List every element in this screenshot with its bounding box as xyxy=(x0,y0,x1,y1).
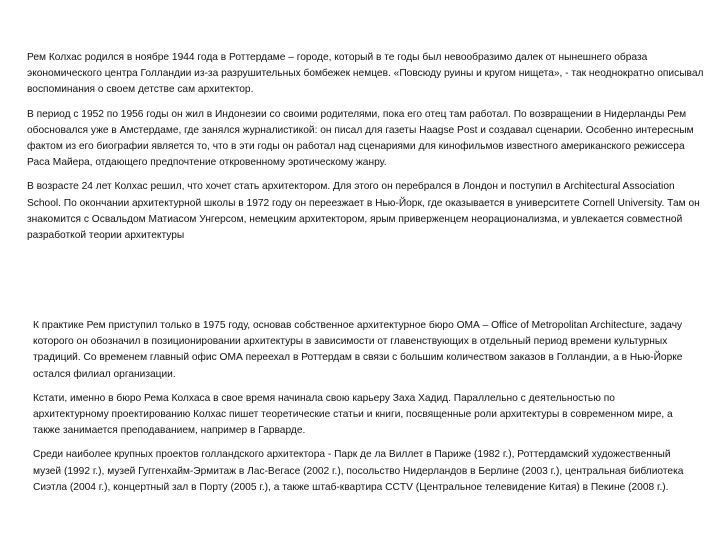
paragraph-projects: Среди наиболее крупных проектов голландского архитектора - Парк де ла Виллет в Париже (1982 г.), Роттердамский художественный музей (1992 г.), музей Гуггенхайм-Эрмитаж в Лас-Вегасе (2002 г.), посольство Нидерландов в Берлине (2003 г.), центральная библиотека Сиэтла (2004 г.), концертный зал в Порту (2005 г.), а также штаб-квартира CCTV (Центральное телевидение Китая) в Пекине (2008 г.). xyxy=(33,449,684,493)
paragraph-education: В возрасте 24 лет Колхас решил, что хочет стать архитектором. Для этого он перебрался в Лондон и поступил в Architectural Association School. По окончании архитектурной школы в 1972 году он переезжает в Нью-Йорк, где оказывается в университете Cornell University. Там он знакомится с Освальдом Матиасом Унгерсом, немецким архитектором, ярым приверженцем неорационализма, и увлекается совместной разработкой теории архитектуры xyxy=(27,181,700,242)
paragraph-indonesia: В период с 1952 по 1956 годы он жил в Индонезии со своими родителями, пока его отец там работал. По возвращении в Нидерланды Рем обосновался уже в Амстердаме, где занялся журналистикой: он писал для газеты Haagse Post и создавал сценарии. Особенно интересным фактом из его биографии является то, что в эти годы он работал над сценариями для кинофильмов известного американского режиссера Раса Майера, отдающего предпочтение откровенному эротическому жанру. xyxy=(27,108,694,169)
paragraph-oma: К практике Рем приступил только в 1975 году, основав собственное архитектурное бюро ОМА – Office of Metropolitan Architecture, задачу которого он обозначил в позиционировании архитектуры в зависимости от главенствующих в отдельный период времени культурных традиций. Со временем главный офис ОМА переехал в Роттердам в связи с большим количеством заказов в Голландии, а в Нью-Йорке остался филиал организации. xyxy=(33,320,683,380)
paragraph-birth: Рем Колхас родился в ноябре 1944 года в Роттердаме – городе, который в те годы был невообразимо далек от нынешнего образа экономического центра Голландии из-за разрушительных бомбежек немцев. «Повсюду руины и кругом нищета», - так неоднократно описывал воспоминания о своем детстве сам архитектор. xyxy=(27,52,704,96)
text-block-bottom xyxy=(33,318,693,504)
text-block-top xyxy=(27,50,707,252)
paragraph-hadid: Кстати, именно в бюро Рема Колхаса в свое время начинала свою карьеру Заха Хадид. Параллельно с деятельностью по архитектурному проектированию Колхас пишет теоретические статьи и книги, посвященные роли архитектуры в современном мире, а также занимается преподаванием, например в Гарварде. xyxy=(33,392,673,437)
